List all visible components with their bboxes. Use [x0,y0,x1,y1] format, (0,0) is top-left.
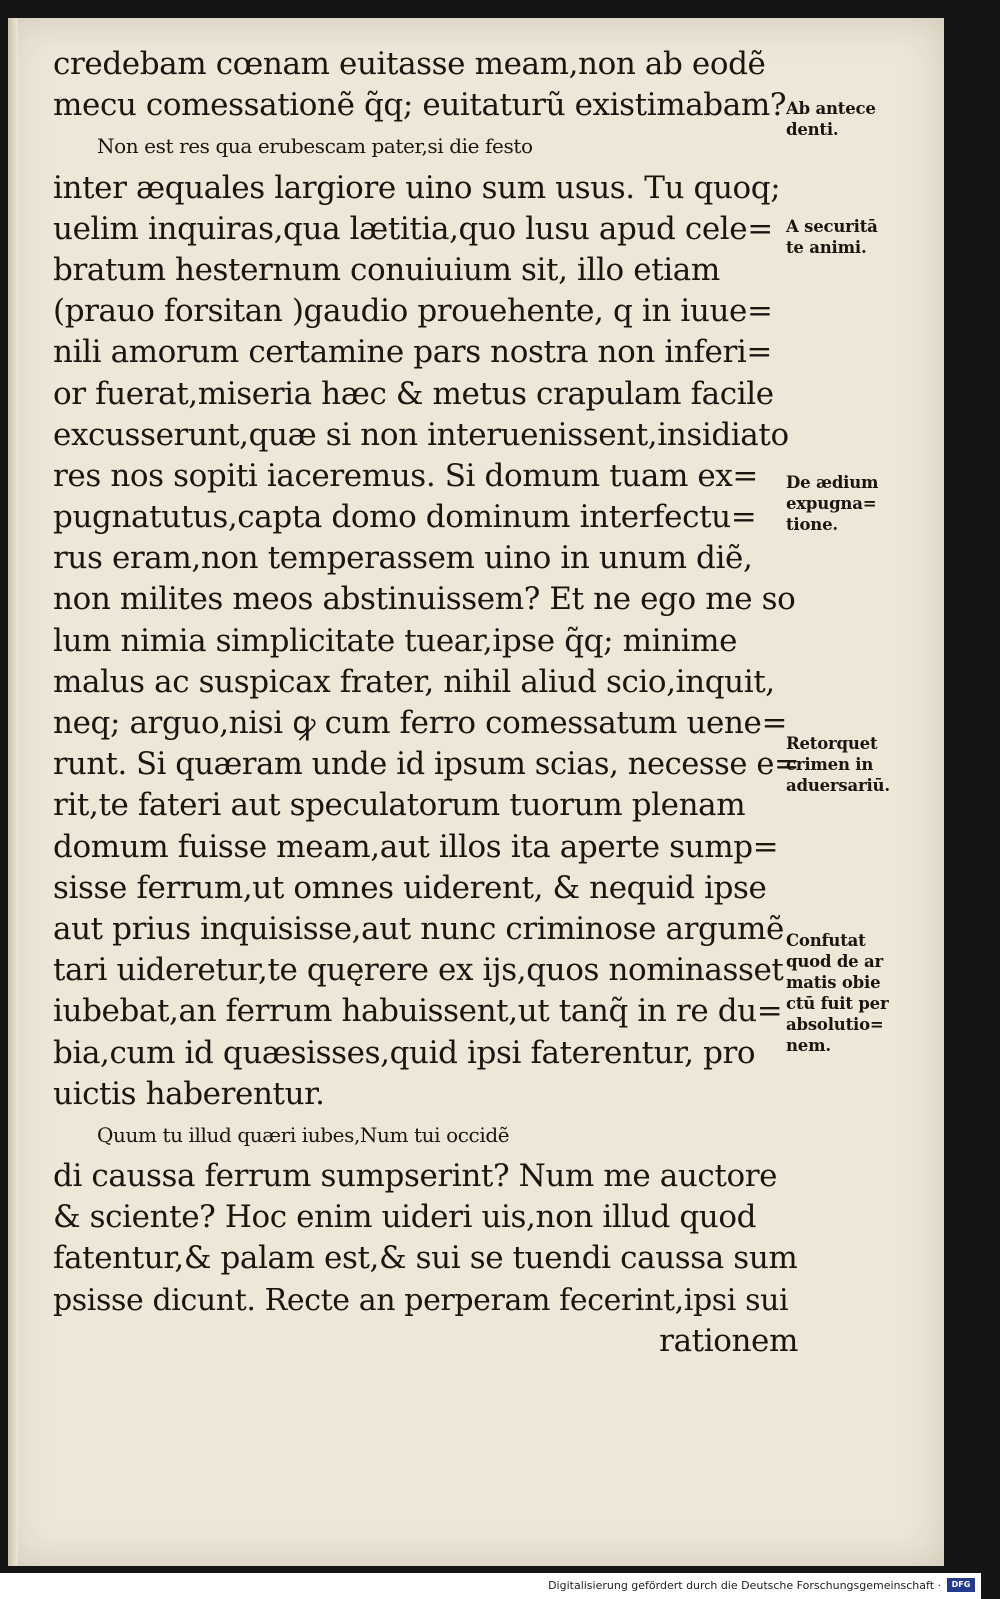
marginal-note-line: quod de ar [786,952,883,971]
marginal-note-4 [786,733,936,796]
text-line: uelim inquiras,qua lætitia,quo lusu apud cele= [53,210,773,247]
page-edge [8,18,18,1566]
marginal-note-line: tione. [786,515,838,534]
text-line: Non est res qua erubescam pater,si die festo [97,134,533,159]
text-line: credebam cœnam euitasse meam,non ab eodẽ [53,46,766,82]
text-line: bia,cum id quæsisses,quid ipsi faterentur, pro [53,1034,756,1071]
text-line: uictis haberentur. [53,1075,325,1112]
marginal-note-line: absolutio= [786,1015,884,1034]
marginal-note-line: Confutat [786,931,866,950]
text-line: pugnatutus,capta domo dominum interfectu= [53,499,757,536]
marginal-note-line: expugna= [786,494,877,513]
marginal-note-line: A securitā [786,217,878,236]
text-line: & sciente? Hoc enim uideri uis,non illud quod [53,1199,757,1236]
catchword: rationem [659,1322,798,1359]
marginal-note-line: nem. [786,1036,831,1055]
text-line: res nos sopiti iaceremus. Si domum tuam ex= [53,457,759,494]
text-line: or fuerat,miseria hæc & metus crapulam facile [53,375,774,412]
marginal-note-line: matis obie [786,973,881,992]
dfg-logo: DFG [947,1578,975,1592]
marginal-note-line: ctū fuit per [786,994,889,1013]
marginal-note-5 [786,930,936,1056]
text-line: rus eram,non temperassem uino in unum diẽ, [53,540,753,577]
text-line: di caussa ferrum sumpserint? Num me auctore [53,1158,778,1195]
marginal-note-line: denti. [786,120,839,139]
text-line: runt. Si quæram unde id ipsum scias, necesse e= [53,747,800,783]
marginal-note-line: te animi. [786,238,867,257]
marginal-note-line: crimen in [786,755,874,774]
marginal-note-line: Ab antece [786,99,876,118]
text-line: psisse dicunt. Recte an perperam fecerint,ipsi sui [53,1282,789,1318]
text-line: excusserunt,quæ si non interuenissent,insidiato [53,416,789,453]
text-line: nili amorum certamine pars nostra non inferi= [53,334,772,371]
text-line: inter æquales largiore uino sum usus. Tu quoq; [53,169,781,206]
body-text [53,44,798,1362]
text-line: tari uideretur,te quęrere ex ijs,quos nominasset [53,952,784,989]
marginal-note-1 [786,98,936,140]
text-line: rit,te fateri aut speculatorum tuorum plenam [53,787,746,824]
text-line: mecu comessationẽ q̃q; euitaturũ existimabam? [53,87,787,124]
marginal-note-line: Retorquet [786,734,878,753]
text-line: fatentur,& palam est,& sui se tuendi caussa sum [53,1240,798,1277]
text-line: neq; arguo,nisi ꝙ cum ferro comessatum uene= [53,705,788,741]
text-line: sisse ferrum,ut omnes uiderent, & nequid ipse [53,869,767,906]
marginal-note-3 [786,472,936,535]
text-line: (prauo forsitan )gaudio prouehente, q in iuue= [53,293,773,330]
text-line: bratum hesternum conuiuium sit, illo etiam [53,251,720,288]
text-line: non milites meos abstinuissem? Et ne ego me so [53,581,796,618]
digitization-footer [0,1573,981,1599]
marginal-note-2 [786,216,936,258]
text-line: domum fuisse meam,aut illos ita aperte sump= [53,828,779,865]
text-line: malus ac suspicax frater, nihil aliud scio,inquit, [53,663,775,700]
footer-credit: Digitalisierung gefördert durch die Deutsche Forschungsgemeinschaft · [548,1579,941,1592]
marginal-note-line: aduersariū. [786,776,890,795]
text-line: lum nimia simplicitate tuear,ipse q̃q; minime [53,622,738,659]
text-line: Quum tu illud quæri iubes,Num tui occidẽ [97,1122,510,1147]
marginal-note-line: De ædium [786,473,879,492]
text-line: iubebat,an ferrum habuissent,ut tanq̃ in re du= [53,993,783,1030]
text-line: aut prius inquisisse,aut nunc criminose argumẽ [53,910,784,947]
